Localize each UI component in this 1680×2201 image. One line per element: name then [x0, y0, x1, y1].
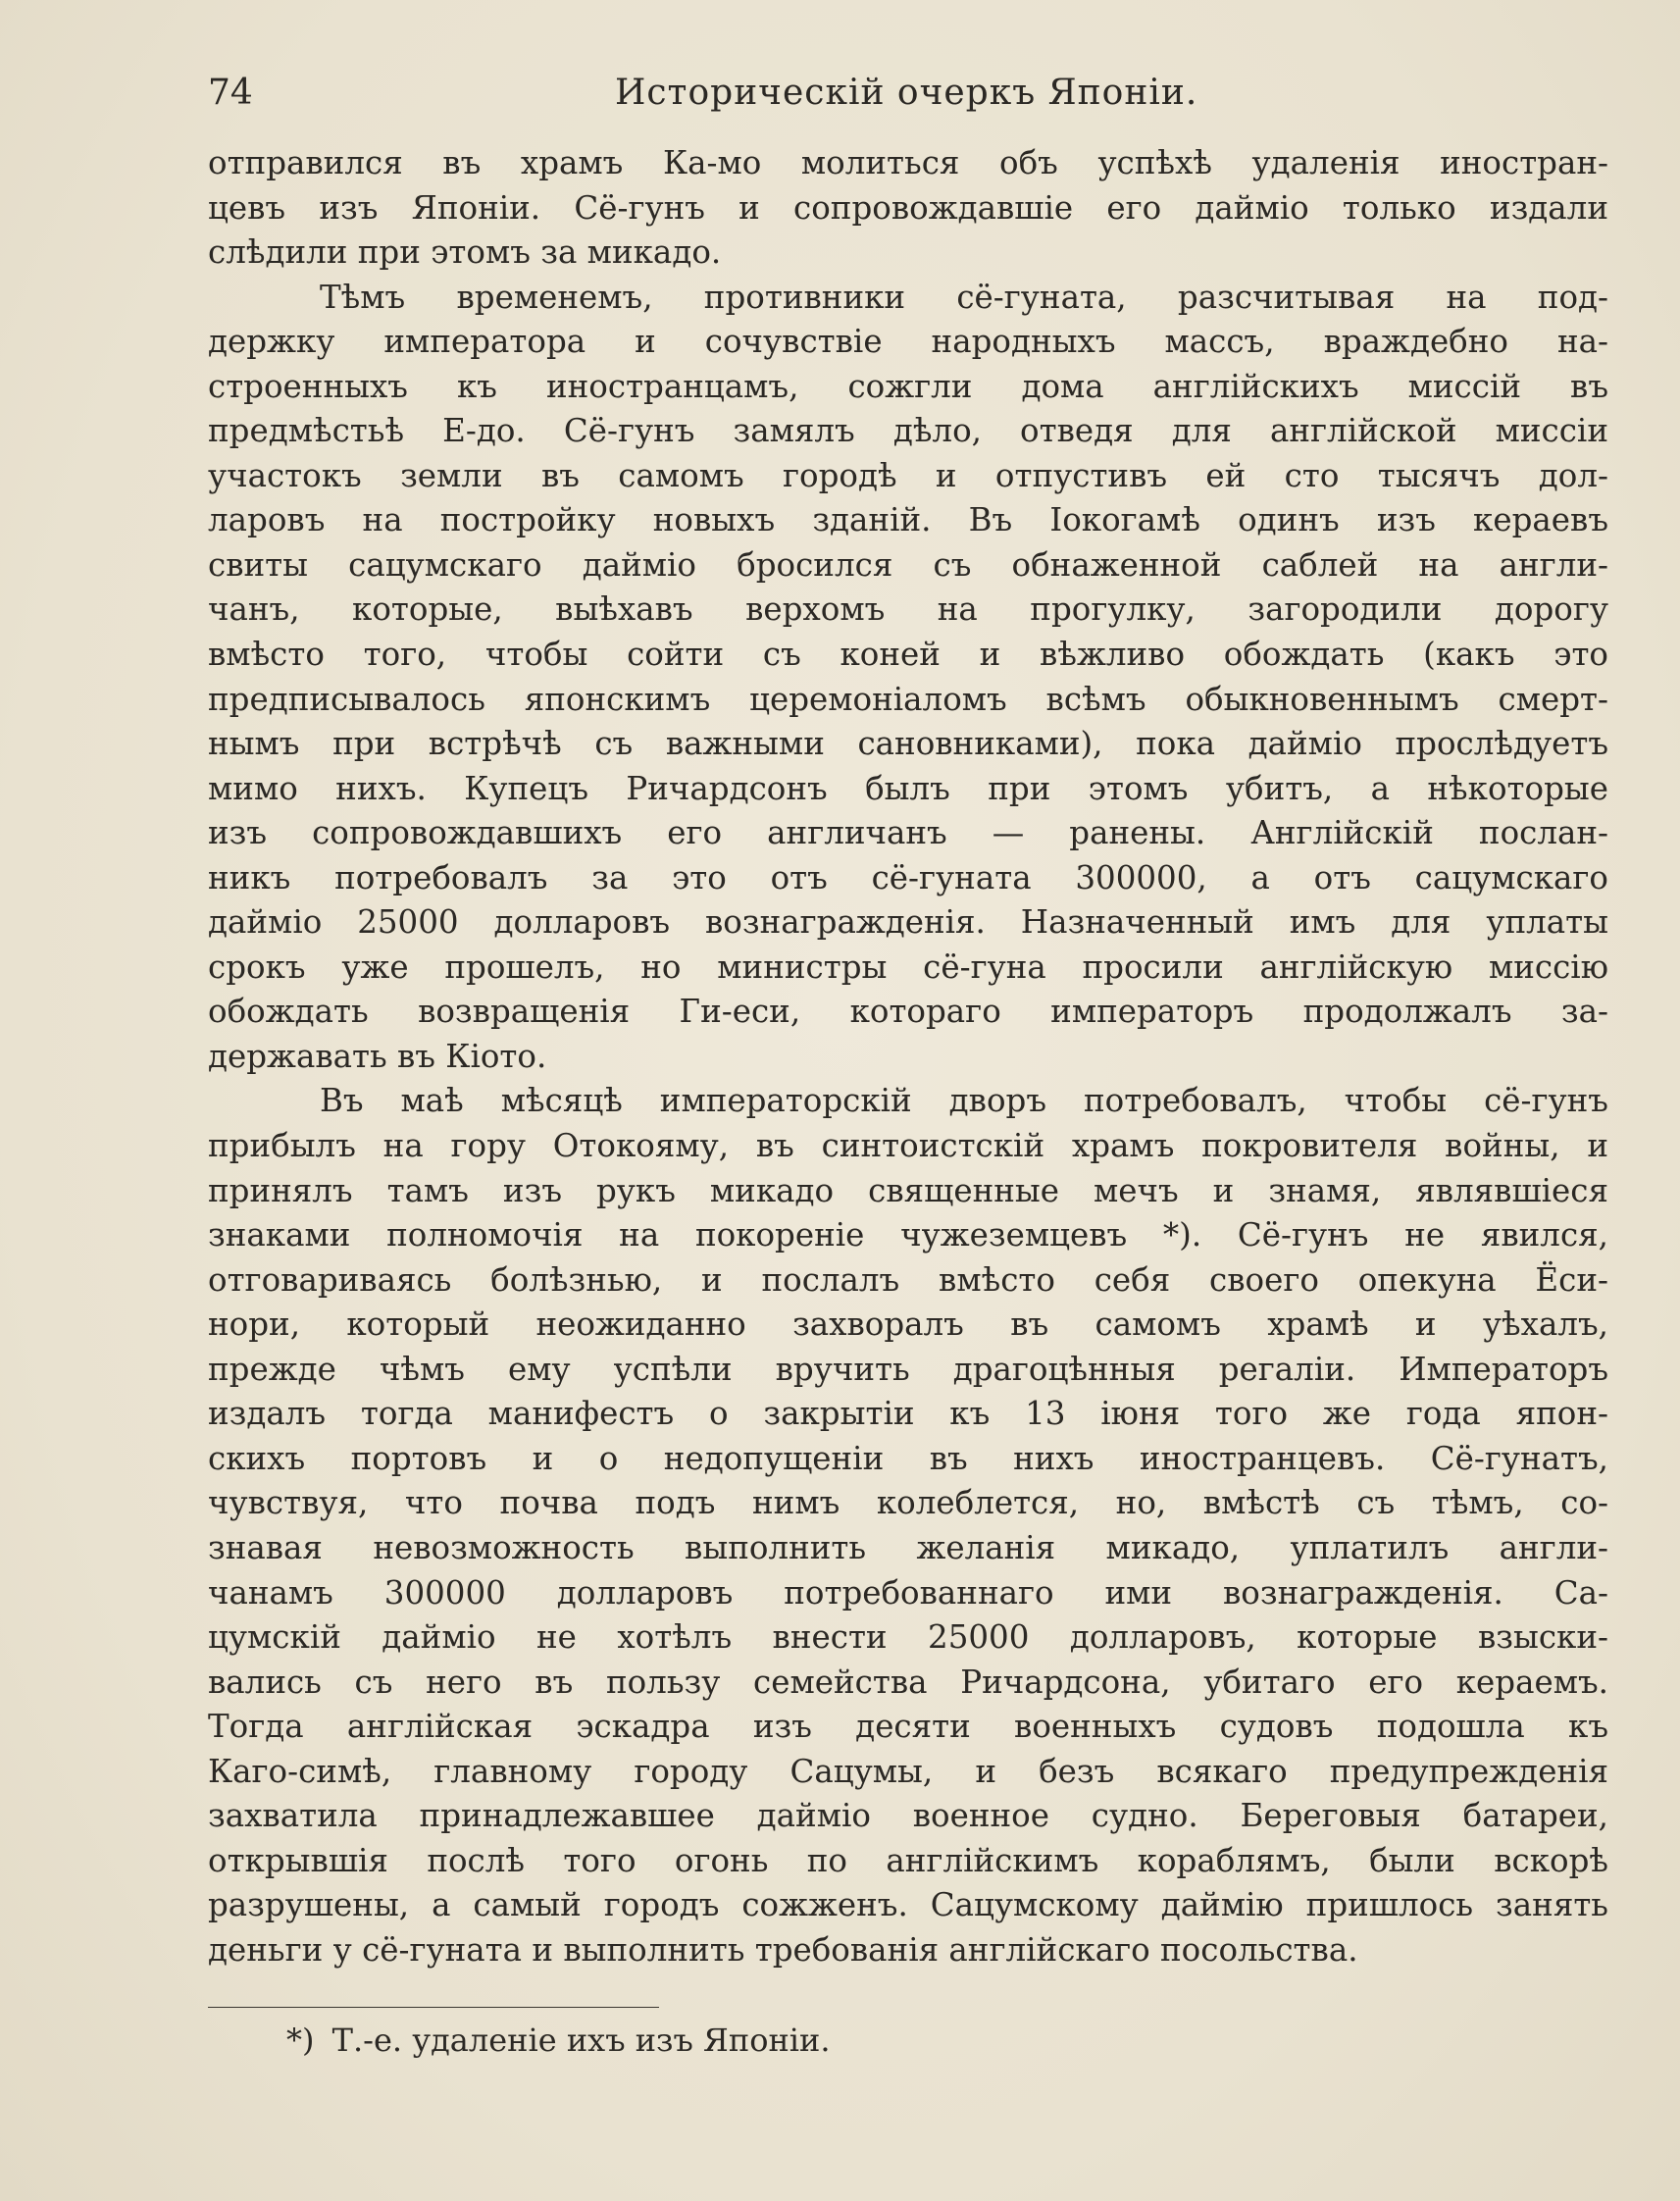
text-line: Каго-симѣ, главному городу Сацумы, и безъ всякаго предупрежденія — [208, 1752, 1608, 1790]
text-line: державать въ Кіото. — [208, 1037, 547, 1075]
text-line: чанъ, которые, выѣхавъ верхомъ на прогулку, загородили дорогу — [208, 590, 1608, 629]
footnote-marker: *) — [286, 2022, 315, 2059]
text-line: мимо нихъ. Купецъ Ричардсонъ былъ при этомъ убитъ, а нѣкоторые — [208, 769, 1608, 807]
text-line: строенныхъ къ иностранцамъ, сожгли дома англійскихъ миссій въ — [208, 367, 1608, 405]
text-line: изъ сопровождавшихъ его англичанъ — ранены. Англійскій послан- — [208, 814, 1608, 852]
text-line: разрушены, а самый городъ сожженъ. Сацумскому даймію пришлось занять — [208, 1886, 1608, 1924]
text-line: знаками полномочія на покореніе чужеземцевъ *). Сё-гунъ не явился, — [208, 1216, 1608, 1254]
text-line: участокъ земли въ самомъ городѣ и отпустивъ ей сто тысячъ дол- — [208, 456, 1608, 494]
text-line: прибылъ на гору Отокояму, въ синтоистскій храмъ покровителя войны, и — [208, 1127, 1608, 1165]
page-number: 74 — [208, 73, 253, 113]
text-line: знавая невозможность выполнить желанія микадо, уплатилъ англи- — [208, 1528, 1608, 1566]
text-line: нори, который неожиданно захворалъ въ самомъ храмѣ и уѣхалъ, — [208, 1305, 1608, 1344]
paragraph — [208, 141, 1608, 276]
text-line: скихъ портовъ и о недопущеніи въ нихъ иностранцевъ. Сё-гунатъ, — [208, 1439, 1608, 1477]
text-line: никъ потребовалъ за это отъ сё-гуната 300000, а отъ сацумскаго — [208, 858, 1608, 896]
text-line: деньги у сё-гуната и выполнить требованія англійскаго посольства. — [208, 1930, 1358, 1969]
text-line: цумскій дайміо не хотѣлъ внести 25000 долларовъ, которые взыски- — [208, 1618, 1608, 1657]
text-line: предмѣстьѣ Е-до. Сё-гунъ замялъ дѣло, отведя для англійской миссіи — [208, 412, 1608, 450]
text-line: нымъ при встрѣчѣ съ важными сановниками), пока дайміо прослѣдуетъ — [208, 725, 1608, 763]
footnote — [286, 2019, 831, 2062]
text-line: издалъ тогда манифестъ о закрытіи къ 13 іюня того же года япон- — [208, 1395, 1608, 1433]
text-line: открывшія послѣ того огонь по англійскимъ кораблямъ, были вскорѣ — [208, 1841, 1608, 1879]
text-line: чанамъ 300000 долларовъ потребованнаго ими вознагражденія. Са- — [208, 1573, 1608, 1612]
text-line: отправился въ храмъ Ка-мо молиться объ успѣхѣ удаленія иностран- — [208, 144, 1608, 181]
text-line: Въ маѣ мѣсяцѣ императорскій дворъ потребовалъ, чтобы сё-гунъ — [320, 1082, 1608, 1120]
paragraph — [208, 1079, 1608, 1972]
text-line: дайміо 25000 долларовъ вознагражденія. Назначенный имъ для уплаты — [208, 903, 1608, 942]
text-line: захватила принадлежавшее дайміо военное судно. Береговыя батареи, — [208, 1797, 1608, 1835]
text-line: принялъ тамъ изъ рукъ микадо священные мечъ и знамя, являвшіеся — [208, 1171, 1608, 1209]
text-line: цевъ изъ Японіи. Сё-гунъ и сопровождавшіе его дайміо только издали — [208, 188, 1608, 227]
text-line: держку императора и сочувствіе народныхъ массъ, враждебно на- — [208, 323, 1608, 361]
text-line: вмѣсто того, чтобы сойти съ коней и вѣжливо обождать (какъ это — [208, 636, 1608, 674]
text-line: предписывалось японскимъ церемоніаломъ всѣмъ обыкновеннымъ смерт- — [208, 680, 1608, 718]
footnote-divider — [208, 2007, 659, 2008]
text-line: Тѣмъ временемъ, противники сё-гуната, разсчитывая на под- — [320, 278, 1608, 316]
text-line: прежде чѣмъ ему успѣли вручить драгоцѣнныя регаліи. Императоръ — [208, 1350, 1608, 1388]
page-header — [208, 69, 1620, 118]
body-text — [208, 141, 1608, 1972]
text-line: свиты сацумскаго дайміо бросился съ обнаженной саблей на англи- — [208, 545, 1608, 584]
running-title: Историческій очеркъ Японіи. — [615, 73, 1198, 113]
text-line: отговариваясь болѣзнью, и послалъ вмѣсто себя своего опекуна Ёси- — [208, 1260, 1608, 1299]
text-line: вались съ него въ пользу семейства Ричардсона, убитаго его кераемъ. — [208, 1663, 1608, 1701]
text-line: срокъ уже прошелъ, но министры сё-гуна просили англійскую миссію — [208, 947, 1608, 986]
text-line: обождать возвращенія Ги-еси, котораго императоръ продолжалъ за- — [208, 993, 1608, 1031]
text-line: Тогда англійская эскадра изъ десяти военныхъ судовъ подошла къ — [208, 1708, 1608, 1746]
paragraph — [208, 276, 1608, 1080]
text-line: чувствуя, что почва подъ нимъ колеблется, но, вмѣстѣ съ тѣмъ, со- — [208, 1484, 1608, 1522]
text-line: слѣдили при этомъ за микадо. — [208, 233, 722, 272]
footnote-text: Т.-е. удаленіе ихъ изъ Японіи. — [331, 2022, 831, 2059]
text-line: ларовъ на постройку новыхъ зданій. Въ Іокогамѣ одинъ изъ кераевъ — [208, 501, 1608, 539]
